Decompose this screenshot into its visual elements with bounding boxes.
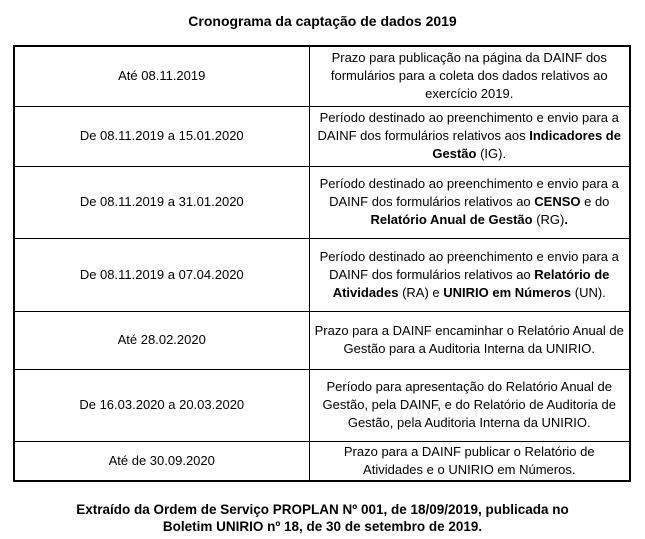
text-segment: Indicadores de Gestão <box>432 128 621 161</box>
text-segment: Prazo para publicação na página da DAINF dos formulários para a coleta dos dados relativos ao exercício 2019. <box>330 50 608 102</box>
description-cell <box>309 311 630 369</box>
table-row <box>14 238 630 311</box>
table-row <box>14 369 630 441</box>
text-segment: Período destinado ao preenchimento e envio para a DAINF dos formulários relativos ao <box>319 176 619 209</box>
period-cell: Até 08.11.2019 <box>14 46 309 106</box>
description-cell <box>309 46 630 106</box>
description-cell <box>309 369 630 441</box>
text-segment: (RA) e <box>398 284 444 300</box>
text-segment: e do <box>580 194 610 209</box>
source-note <box>0 501 645 535</box>
table-row <box>14 441 630 481</box>
description-cell <box>309 106 630 166</box>
period-cell: De 16.03.2020 a 20.03.2020 <box>14 369 309 441</box>
text-segment: Período para apresentação do Relatório Anual de Gestão, pela DAINF, e do Relatório de Auditoria de Gestão, pela Auditoria Interna da UNIRIO. <box>322 379 616 430</box>
source-note-line2: Boletim UNIRIO nº 18, de 30 de setembro de 2019. <box>162 518 483 534</box>
text-segment: (RG) <box>532 212 565 227</box>
table-row <box>14 311 630 369</box>
schedule-table <box>13 45 631 482</box>
description-cell <box>309 166 630 238</box>
text-segment: Prazo para a DAINF encaminhar o Relatório Anual de Gestão para a Auditoria Interna da UNIRIO. <box>314 323 624 356</box>
description-cell <box>309 441 630 481</box>
text-segment: CENSO <box>534 194 581 209</box>
description-cell <box>309 238 630 311</box>
text-segment: Prazo para a DAINF publicar o Relatório de Atividades e o UNIRIO em Números. <box>343 443 595 477</box>
period-cell: Até 28.02.2020 <box>14 311 309 369</box>
text-segment: . <box>564 212 568 227</box>
table-row <box>14 106 630 166</box>
document-title: Cronograma da captação de dados 2019 <box>188 13 457 29</box>
text-segment: Período destinado ao preenchimento e envio para a DAINF dos formulários relativos aos <box>317 110 619 143</box>
period-cell: De 08.11.2019 a 15.01.2020 <box>14 106 309 166</box>
text-segment: (IG). <box>476 146 507 161</box>
period-cell: De 08.11.2019 a 31.01.2020 <box>14 166 309 238</box>
period-cell: Até de 30.09.2020 <box>14 441 309 481</box>
text-segment: UNIRIO em Números <box>443 284 572 300</box>
period-cell: De 08.11.2019 a 07.04.2020 <box>14 238 309 311</box>
source-note-line1: Extraído da Ordem de Serviço PROPLAN Nº 001, de 18/09/2019, publicada no <box>76 501 569 517</box>
text-segment: Relatório Anual de Gestão <box>370 212 533 227</box>
text-segment: Relatório de Atividades <box>332 266 610 300</box>
text-segment: (UN). <box>571 284 606 300</box>
text-segment: Período destinado ao preenchimento e envio para a DAINF dos formulários relativos ao <box>319 248 619 282</box>
table-row <box>14 46 630 106</box>
table-row <box>14 166 630 238</box>
